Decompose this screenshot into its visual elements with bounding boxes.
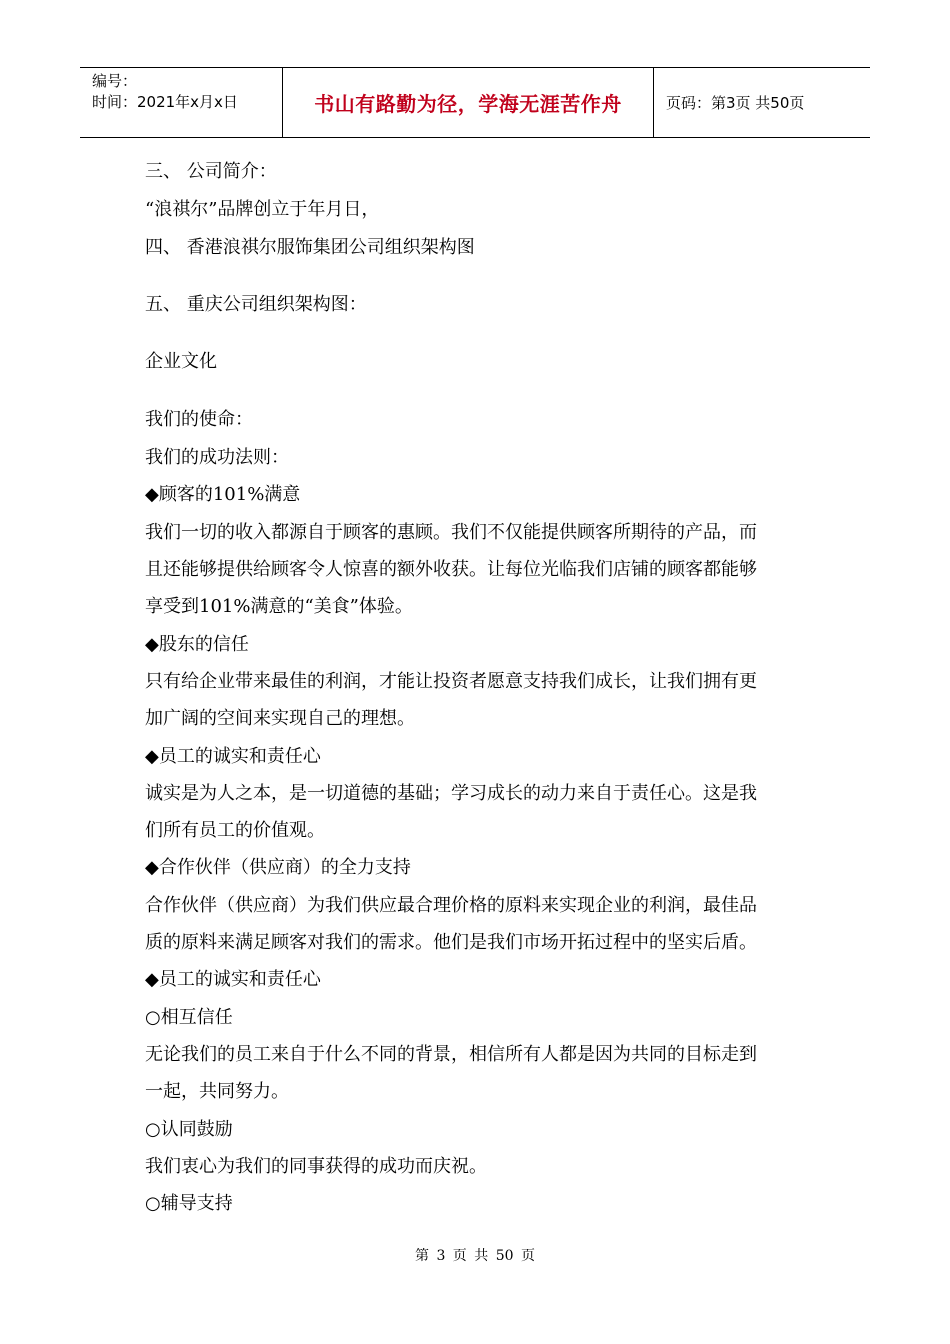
paragraph-line: 加广阔的空间来实现自己的理想。 <box>145 708 415 729</box>
paragraph-line: 一起，共同努力。 <box>145 1081 289 1102</box>
sub-bullet-heading: ○辅导支持 <box>145 1193 233 1214</box>
page-footer: 第 3 页 共 50 页 <box>415 1248 535 1264</box>
bullet-heading: ◆顾客的101%满意 <box>145 484 301 505</box>
paragraph-line: 且还能够提供给顾客令人惊喜的额外收获。让每位光临我们店铺的顾客都能够 <box>145 559 757 580</box>
paragraph-line: 我们的成功法则： <box>145 447 289 468</box>
section-heading: 企业文化 <box>145 351 217 372</box>
header-page-code: 页码：第3页 共50页 <box>666 94 805 112</box>
paragraph-line: 我们一切的收入都源自于顾客的惠顾。我们不仅能提供顾客所期待的产品，而 <box>145 522 757 543</box>
paragraph-line: 们所有员工的价值观。 <box>145 820 325 841</box>
section-heading: 三、 公司简介： <box>145 161 277 182</box>
paragraph-line: 质的原料来满足顾客对我们的需求。他们是我们市场开拓过程中的坚实后盾。 <box>145 932 757 953</box>
bullet-heading: ◆合作伙伴（供应商）的全力支持 <box>145 857 411 878</box>
header-motto: 书山有路勤为径，学海无涯苦作舟 <box>282 68 654 137</box>
bullet-heading: ◆股东的信任 <box>145 634 249 655</box>
date-label: 时间：2021年x月x日 <box>92 93 238 111</box>
page-header <box>80 67 870 138</box>
paragraph-line: 我们衷心为我们的同事获得的成功而庆祝。 <box>145 1156 487 1177</box>
bullet-heading: ◆员工的诚实和责任心 <box>145 969 321 990</box>
paragraph-line: 无论我们的员工来自于什么不同的背景，相信所有人都是因为共同的目标走到 <box>145 1044 757 1065</box>
paragraph-line: 只有给企业带来最佳的利润，才能让投资者愿意支持我们成长，让我们拥有更 <box>145 671 757 692</box>
sub-bullet-heading: ○相互信任 <box>145 1007 233 1028</box>
code-label: 编号： <box>92 72 138 90</box>
paragraph-line: 合作伙伴（供应商）为我们供应最合理价格的原料来实现企业的利润，最佳品 <box>145 895 757 916</box>
paragraph-line: 享受到101%满意的“美食”体验。 <box>145 596 413 617</box>
header-left-cell <box>80 68 282 137</box>
bullet-heading: ◆员工的诚实和责任心 <box>145 746 321 767</box>
section-heading: 四、 香港浪祺尔服饰集团公司组织架构图 <box>145 237 475 258</box>
sub-bullet-heading: ○认同鼓励 <box>145 1119 233 1140</box>
paragraph-line: 诚实是为人之本，是一切道德的基础；学习成长的动力来自于责任心。这是我 <box>145 783 757 804</box>
paragraph-line: 我们的使命： <box>145 409 253 430</box>
section-heading: 五、 重庆公司组织架构图： <box>145 294 367 315</box>
paragraph-line: “浪祺尔”品牌创立于年月日， <box>145 199 380 220</box>
